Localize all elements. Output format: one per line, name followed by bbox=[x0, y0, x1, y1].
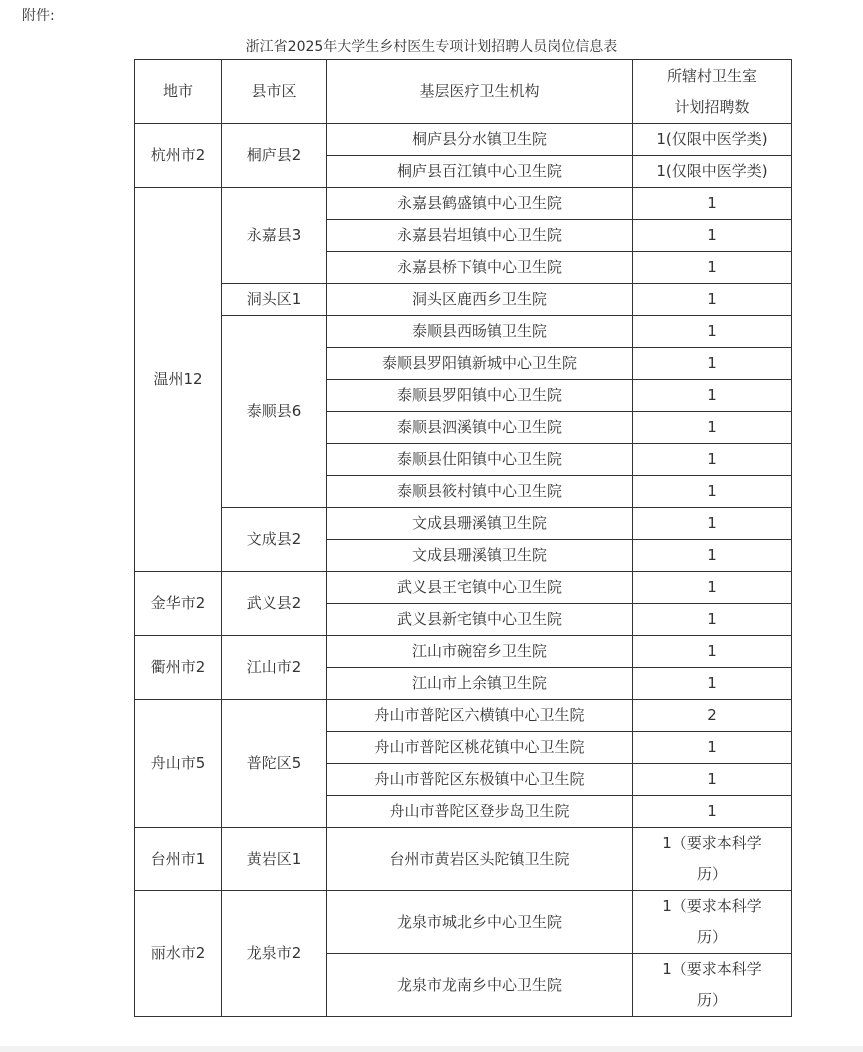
county-cell: 武义县2 bbox=[222, 572, 327, 636]
institution-cell: 武义县新宅镇中心卫生院 bbox=[327, 604, 633, 636]
institution-cell: 文成县珊溪镇卫生院 bbox=[327, 540, 633, 572]
count-cell: 2 bbox=[633, 700, 792, 732]
count-cell: 1 bbox=[633, 188, 792, 220]
count-cell: 1 bbox=[633, 764, 792, 796]
count-cell: 1 bbox=[633, 604, 792, 636]
count-cell: 1 bbox=[633, 732, 792, 764]
count-line2: 历） bbox=[696, 991, 727, 1009]
institution-cell: 龙泉市龙南乡中心卫生院 bbox=[327, 954, 633, 1017]
count-cell: 1 bbox=[633, 476, 792, 508]
count-line1: 1（要求本科学 bbox=[662, 897, 762, 915]
count-cell: 1 bbox=[633, 348, 792, 380]
table-row bbox=[135, 284, 792, 316]
positions-table bbox=[134, 59, 792, 1017]
count-cell: 1 bbox=[633, 668, 792, 700]
count-cell: 1 bbox=[633, 316, 792, 348]
county-cell: 龙泉市2 bbox=[222, 891, 327, 1017]
city-cell: 舟山市5 bbox=[135, 700, 222, 828]
institution-cell: 舟山市普陀区六横镇中心卫生院 bbox=[327, 700, 633, 732]
institution-cell: 永嘉县岩坦镇中心卫生院 bbox=[327, 220, 633, 252]
institution-cell: 泰顺县西旸镇卫生院 bbox=[327, 316, 633, 348]
county-cell: 永嘉县3 bbox=[222, 188, 327, 284]
count-cell bbox=[633, 891, 792, 954]
institution-cell: 文成县珊溪镇卫生院 bbox=[327, 508, 633, 540]
header-count-line2: 计划招聘数 bbox=[674, 97, 750, 116]
county-cell: 桐庐县2 bbox=[222, 124, 327, 188]
attachment-label: 附件: bbox=[22, 8, 55, 24]
count-line1: 1（要求本科学 bbox=[662, 960, 762, 978]
table-row bbox=[135, 636, 792, 668]
count-line1: 1（要求本科学 bbox=[662, 834, 762, 852]
table-row bbox=[135, 508, 792, 540]
count-line2: 历） bbox=[696, 865, 727, 883]
count-cell: 1 bbox=[633, 444, 792, 476]
table-row bbox=[135, 891, 792, 954]
institution-cell: 江山市碗窑乡卫生院 bbox=[327, 636, 633, 668]
institution-cell: 武义县王宅镇中心卫生院 bbox=[327, 572, 633, 604]
city-cell: 金华市2 bbox=[135, 572, 222, 636]
table-row bbox=[135, 124, 792, 156]
count-cell: 1 bbox=[633, 284, 792, 316]
count-cell bbox=[633, 954, 792, 1017]
table-row bbox=[135, 188, 792, 220]
count-line2: 历） bbox=[696, 928, 727, 946]
city-cell: 台州市1 bbox=[135, 828, 222, 891]
count-cell bbox=[633, 828, 792, 891]
city-cell: 杭州市2 bbox=[135, 124, 222, 188]
institution-cell: 舟山市普陀区东极镇中心卫生院 bbox=[327, 764, 633, 796]
county-cell: 黄岩区1 bbox=[222, 828, 327, 891]
institution-cell: 泰顺县罗阳镇新城中心卫生院 bbox=[327, 348, 633, 380]
header-count bbox=[633, 60, 792, 124]
institution-cell: 舟山市普陀区登步岛卫生院 bbox=[327, 796, 633, 828]
city-cell: 衢州市2 bbox=[135, 636, 222, 700]
institution-cell: 洞头区鹿西乡卫生院 bbox=[327, 284, 633, 316]
institution-cell: 泰顺县筱村镇中心卫生院 bbox=[327, 476, 633, 508]
city-cell: 丽水市2 bbox=[135, 891, 222, 1017]
table-row bbox=[135, 700, 792, 732]
county-cell: 洞头区1 bbox=[222, 284, 327, 316]
header-county: 县市区 bbox=[222, 60, 327, 124]
header-count-line1: 所辖村卫生室 bbox=[666, 66, 757, 85]
count-cell: 1 bbox=[633, 540, 792, 572]
institution-cell: 泰顺县泗溪镇中心卫生院 bbox=[327, 412, 633, 444]
count-cell: 1 bbox=[633, 412, 792, 444]
count-cell: 1 bbox=[633, 636, 792, 668]
institution-cell: 桐庐县分水镇卫生院 bbox=[327, 124, 633, 156]
institution-cell: 舟山市普陀区桃花镇中心卫生院 bbox=[327, 732, 633, 764]
count-cell: 1 bbox=[633, 220, 792, 252]
count-cell: 1 bbox=[633, 508, 792, 540]
city-cell: 温州12 bbox=[135, 188, 222, 572]
county-cell: 泰顺县6 bbox=[222, 316, 327, 508]
count-cell: 1 bbox=[633, 380, 792, 412]
header-city: 地市 bbox=[135, 60, 222, 124]
table-row bbox=[135, 316, 792, 348]
header-institution: 基层医疗卫生机构 bbox=[327, 60, 633, 124]
county-cell: 文成县2 bbox=[222, 508, 327, 572]
institution-cell: 永嘉县桥下镇中心卫生院 bbox=[327, 252, 633, 284]
institution-cell: 江山市上余镇卫生院 bbox=[327, 668, 633, 700]
count-cell: 1 bbox=[633, 572, 792, 604]
table-header-row bbox=[135, 60, 792, 124]
institution-cell: 龙泉市城北乡中心卫生院 bbox=[327, 891, 633, 954]
institution-cell: 永嘉县鹤盛镇中心卫生院 bbox=[327, 188, 633, 220]
county-cell: 江山市2 bbox=[222, 636, 327, 700]
institution-cell: 泰顺县罗阳镇中心卫生院 bbox=[327, 380, 633, 412]
count-cell: 1 bbox=[633, 796, 792, 828]
bottom-divider bbox=[0, 1046, 863, 1052]
county-cell: 普陀区5 bbox=[222, 700, 327, 828]
count-cell: 1 bbox=[633, 252, 792, 284]
institution-cell: 台州市黄岩区头陀镇卫生院 bbox=[327, 828, 633, 891]
table-title: 浙江省2025年大学生乡村医生专项计划招聘人员岗位信息表 bbox=[245, 39, 618, 55]
table-row bbox=[135, 572, 792, 604]
count-cell: 1(仅限中医学类) bbox=[633, 124, 792, 156]
count-cell: 1(仅限中医学类) bbox=[633, 156, 792, 188]
institution-cell: 桐庐县百江镇中心卫生院 bbox=[327, 156, 633, 188]
table-row bbox=[135, 828, 792, 891]
institution-cell: 泰顺县仕阳镇中心卫生院 bbox=[327, 444, 633, 476]
